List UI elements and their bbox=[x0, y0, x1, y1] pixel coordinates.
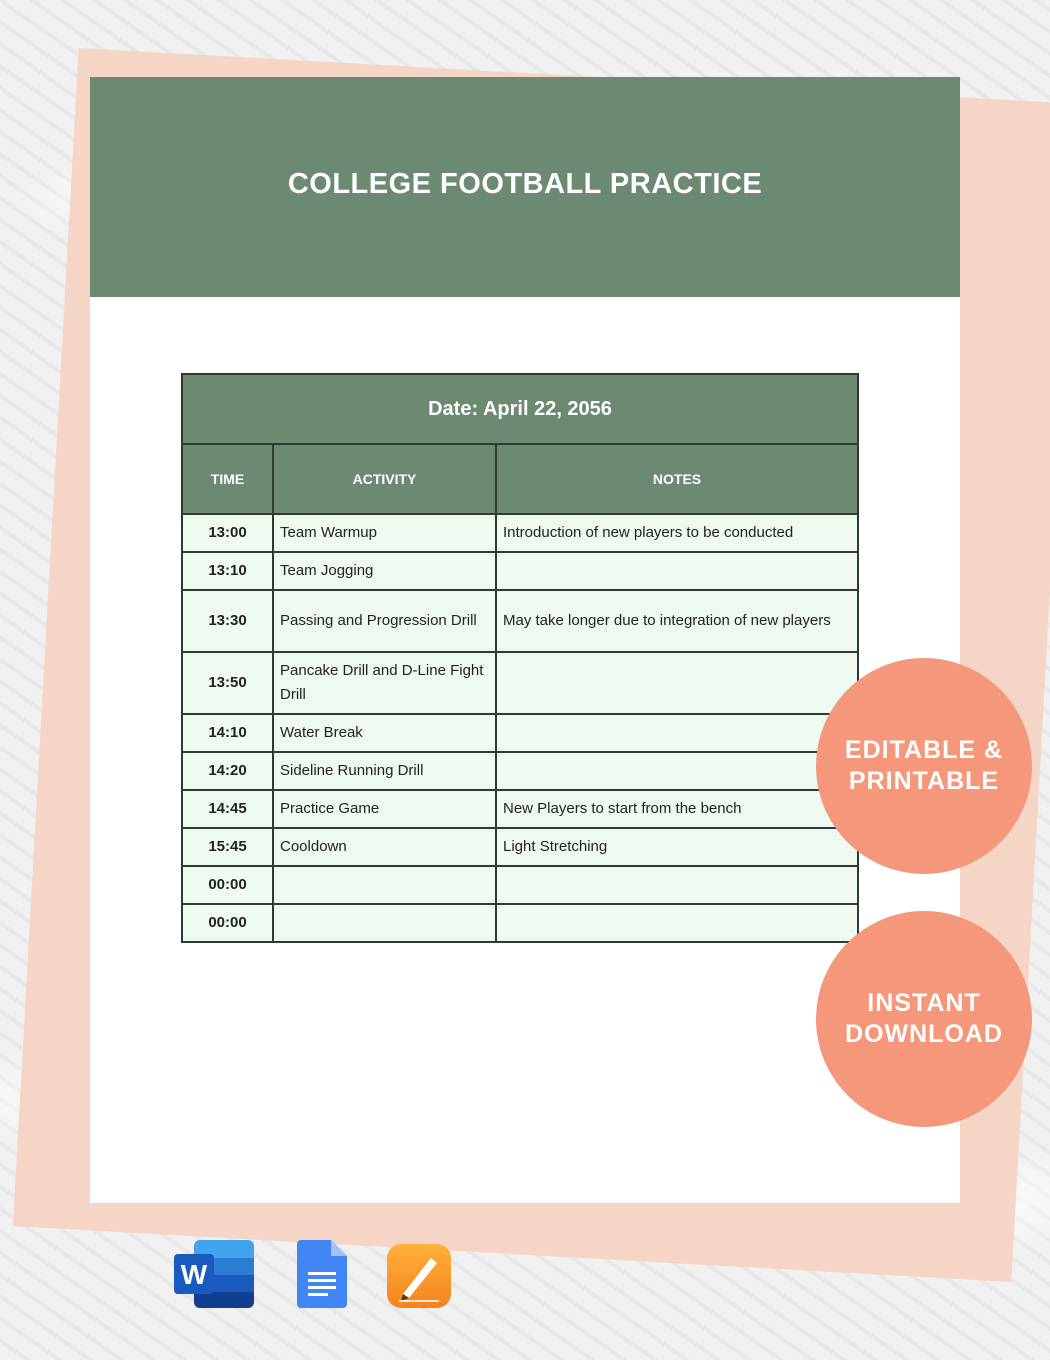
table-row bbox=[182, 552, 858, 590]
time-cell: 13:00 bbox=[182, 514, 273, 552]
practice-schedule-table bbox=[181, 373, 859, 943]
date-row bbox=[182, 374, 858, 444]
time-cell: 15:45 bbox=[182, 828, 273, 866]
badge-line: DOWNLOAD bbox=[845, 1020, 1003, 1048]
document-title: COLLEGE FOOTBALL PRACTICE bbox=[287, 167, 763, 200]
title-banner bbox=[90, 77, 960, 297]
activity-cell: Sideline Running Drill bbox=[273, 752, 496, 790]
notes-cell bbox=[496, 866, 858, 904]
activity-cell bbox=[273, 866, 496, 904]
notes-cell: New Players to start from the bench bbox=[496, 790, 858, 828]
word-icon[interactable] bbox=[172, 1238, 256, 1310]
activity-cell: Water Break bbox=[273, 714, 496, 752]
table-row bbox=[182, 590, 858, 652]
activity-cell: Practice Game bbox=[273, 790, 496, 828]
table-row bbox=[182, 904, 858, 942]
notes-cell: May take longer due to integration of new players bbox=[496, 590, 858, 652]
activity-cell: Team Jogging bbox=[273, 552, 496, 590]
column-header-activity: ACTIVITY bbox=[273, 444, 496, 514]
table-row bbox=[182, 866, 858, 904]
badge-line: PRINTABLE bbox=[848, 767, 1000, 795]
svg-text:W: W bbox=[180, 1259, 208, 1290]
time-cell: 14:20 bbox=[182, 752, 273, 790]
time-cell: 00:00 bbox=[182, 904, 273, 942]
instant-download-badge bbox=[816, 911, 1032, 1127]
table-row bbox=[182, 790, 858, 828]
notes-cell: Light Stretching bbox=[496, 828, 858, 866]
time-cell: 00:00 bbox=[182, 866, 273, 904]
table-row bbox=[182, 752, 858, 790]
google-docs-icon[interactable] bbox=[295, 1238, 349, 1310]
notes-cell bbox=[496, 714, 858, 752]
column-header-time: TIME bbox=[182, 444, 273, 514]
activity-cell bbox=[273, 904, 496, 942]
badge-line: EDITABLE & bbox=[844, 736, 1004, 764]
activity-cell: Cooldown bbox=[273, 828, 496, 866]
notes-cell: Introduction of new players to be conducted bbox=[496, 514, 858, 552]
column-header-notes: NOTES bbox=[496, 444, 858, 514]
notes-cell bbox=[496, 552, 858, 590]
date-value: April 22, 2056 bbox=[482, 397, 612, 420]
editable-printable-badge bbox=[816, 658, 1032, 874]
table-row bbox=[182, 514, 858, 552]
pages-icon[interactable] bbox=[385, 1242, 453, 1310]
activity-cell: Pancake Drill and D-Line Fight Drill bbox=[273, 652, 496, 714]
time-cell: 14:10 bbox=[182, 714, 273, 752]
table-row bbox=[182, 828, 858, 866]
activity-cell: Team Warmup bbox=[273, 514, 496, 552]
time-cell: 13:50 bbox=[182, 652, 273, 714]
time-cell: 14:45 bbox=[182, 790, 273, 828]
date-label: Date: bbox=[428, 397, 479, 420]
notes-cell bbox=[496, 652, 858, 714]
activity-cell: Passing and Progression Drill bbox=[273, 590, 496, 652]
table-row bbox=[182, 652, 858, 714]
time-cell: 13:30 bbox=[182, 590, 273, 652]
badge-line: INSTANT bbox=[867, 989, 981, 1017]
table-row bbox=[182, 714, 858, 752]
notes-cell bbox=[496, 752, 858, 790]
notes-cell bbox=[496, 904, 858, 942]
time-cell: 13:10 bbox=[182, 552, 273, 590]
